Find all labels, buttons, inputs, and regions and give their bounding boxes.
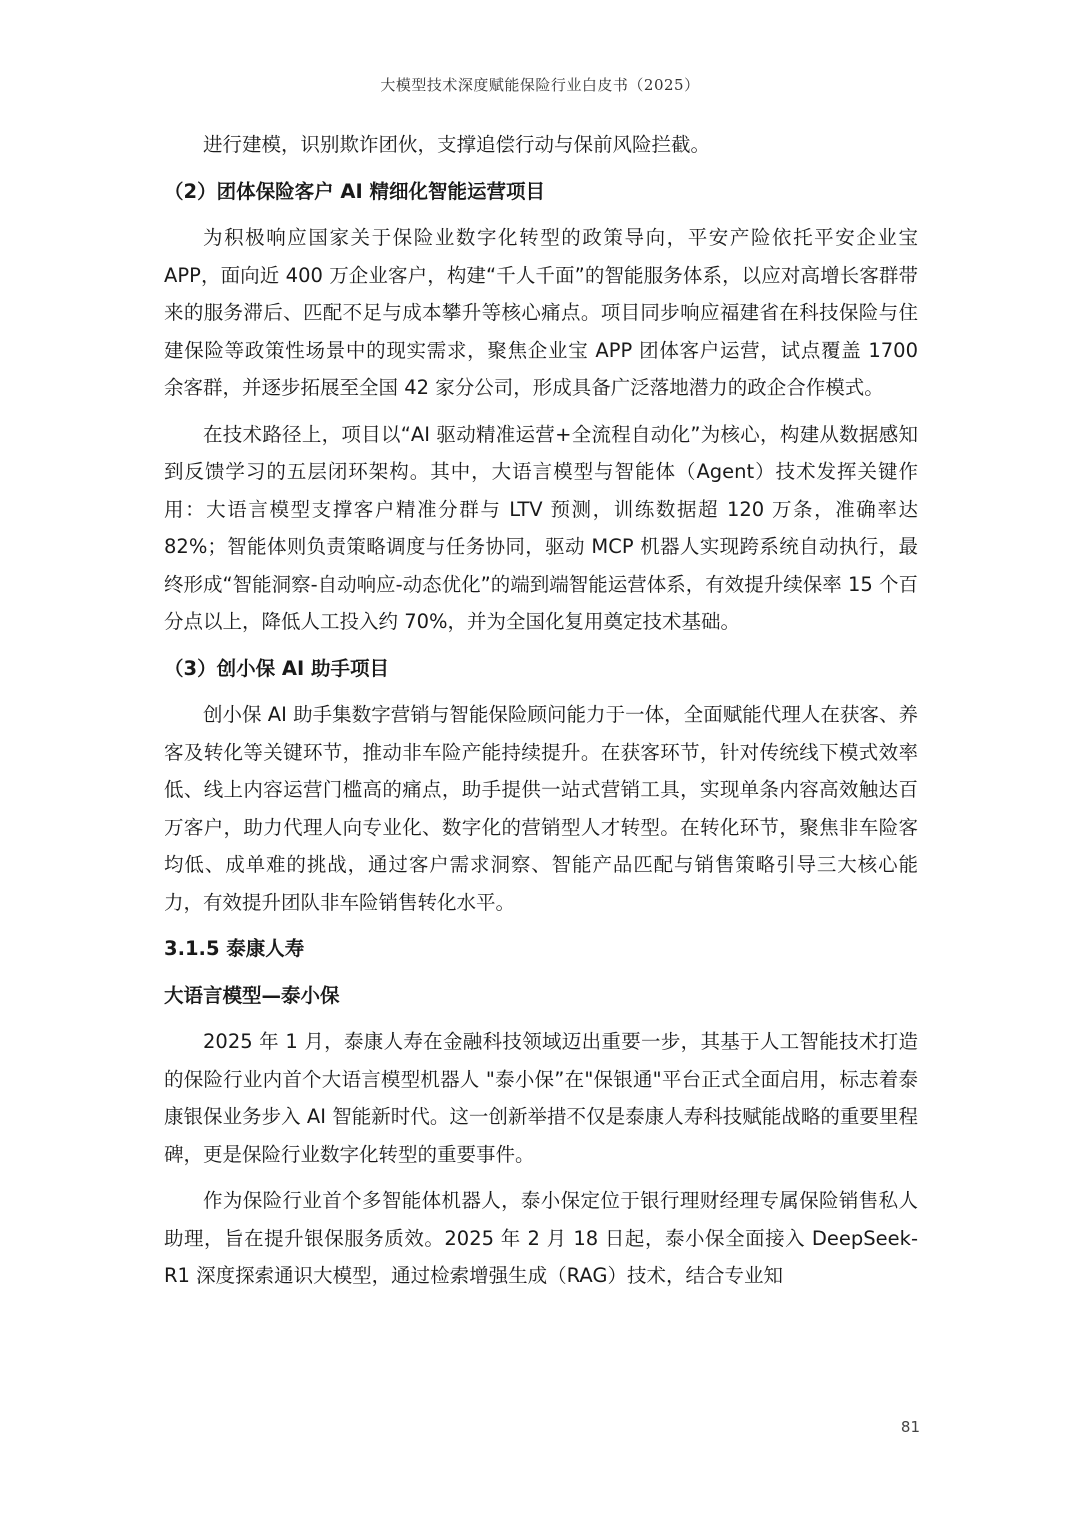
paragraph-continuation: 进行建模，识别欺诈团伙，支撑追偿行动与保前风险拦截。 — [203, 133, 711, 156]
paragraph-project-background: 为积极响应国家关于保险业数字化转型的政策导向，平安产险依托平安企业宝 APP，面向近 400 万企业客户，构建“千人千面”的智能服务体系，以应对高增长客群带来的服务滞后、匹配不足与成本攀升等核心痛点。项目同步响应福建省在科技保险与住建保险等政策性场景中的现实需求，聚焦企业宝 APP 团体客户运营，试点覆盖 1700 余客群，并逐步拓展至全国 42 家分公司，形成具备广泛落地潜力的政企合作模式。 — [164, 226, 918, 399]
paragraph-taixiaobao-launch: 2025 年 1 月，泰康人寿在金融科技领域迈出重要一步，其基于人工智能技术打造的保险行业内首个大语言模型机器人 "泰小保”在"保银通"平台正式全面启用，标志着泰康银保业务步入 AI 智能新时代。这一创新举措不仅是泰康人寿科技赋能战略的重要里程碑，更是保险行业数字化转型的重要事件。 — [164, 1030, 918, 1166]
section-heading-group-insurance: （2）团体保险客户 AI 精细化智能运营项目 — [164, 179, 545, 203]
subsection-heading-taixiaobao: 大语言模型—泰小保 — [164, 983, 340, 1007]
paragraph-technical-path: 在技术路径上，项目以“AI 驱动精准运营+全流程自动化”为核心，构建从数据感知到反馈学习的五层闭环架构。其中，大语言模型与智能体（Agent）技术发挥关键作用：大语言模型支撑客户精准分群与 LTV 预测，训练数据超 120 万条，准确率达 82%；智能体则负责策略调度与任务协同，驱动 MCP 机器人实现跨系统自动执行，最终形成“智能洞察-自动响应-动态优化”的端到端智能运营体系，有效提升续保率 15 个百分点以上，降低人工投入约 70%，并为全国化复用奠定技术基础。 — [164, 422, 918, 633]
section-heading-taikang: 3.1.5 泰康人寿 — [164, 937, 305, 960]
page-header-title: 大模型技术深度赋能保险行业白皮书（2025） — [380, 76, 700, 94]
document-body — [164, 126, 918, 1295]
page-number: 81 — [900, 1418, 920, 1436]
section-heading-ai-assistant: （3）创小保 AI 助手项目 — [164, 656, 389, 680]
paragraph-ai-assistant: 创小保 AI 助手集数字营销与智能保险顾问能力于一体，全面赋能代理人在获客、养客及转化等关键环节，推动非车险产能持续提升。在获客环节，针对传统线下模式效率低、线上内容运营门槛高的痛点，助手提供一站式营销工具，实现单条内容高效触达百万客户，助力代理人向专业化、数字化的营销型人才转型。在转化环节，聚焦非车险客均低、成单难的挑战，通过客户需求洞察、智能产品匹配与销售策略引导三大核心能力，有效提升团队非车险销售转化水平。 — [164, 703, 918, 914]
paragraph-taixiaobao-positioning: 作为保险行业首个多智能体机器人，泰小保定位于银行理财经理专属保险销售私人助理，旨在提升银保服务质效。2025 年 2 月 18 日起，泰小保全面接入 DeepSeek-R1 深度探索通识大模型，通过检索增强生成（RAG）技术，结合专业知 — [164, 1189, 918, 1287]
